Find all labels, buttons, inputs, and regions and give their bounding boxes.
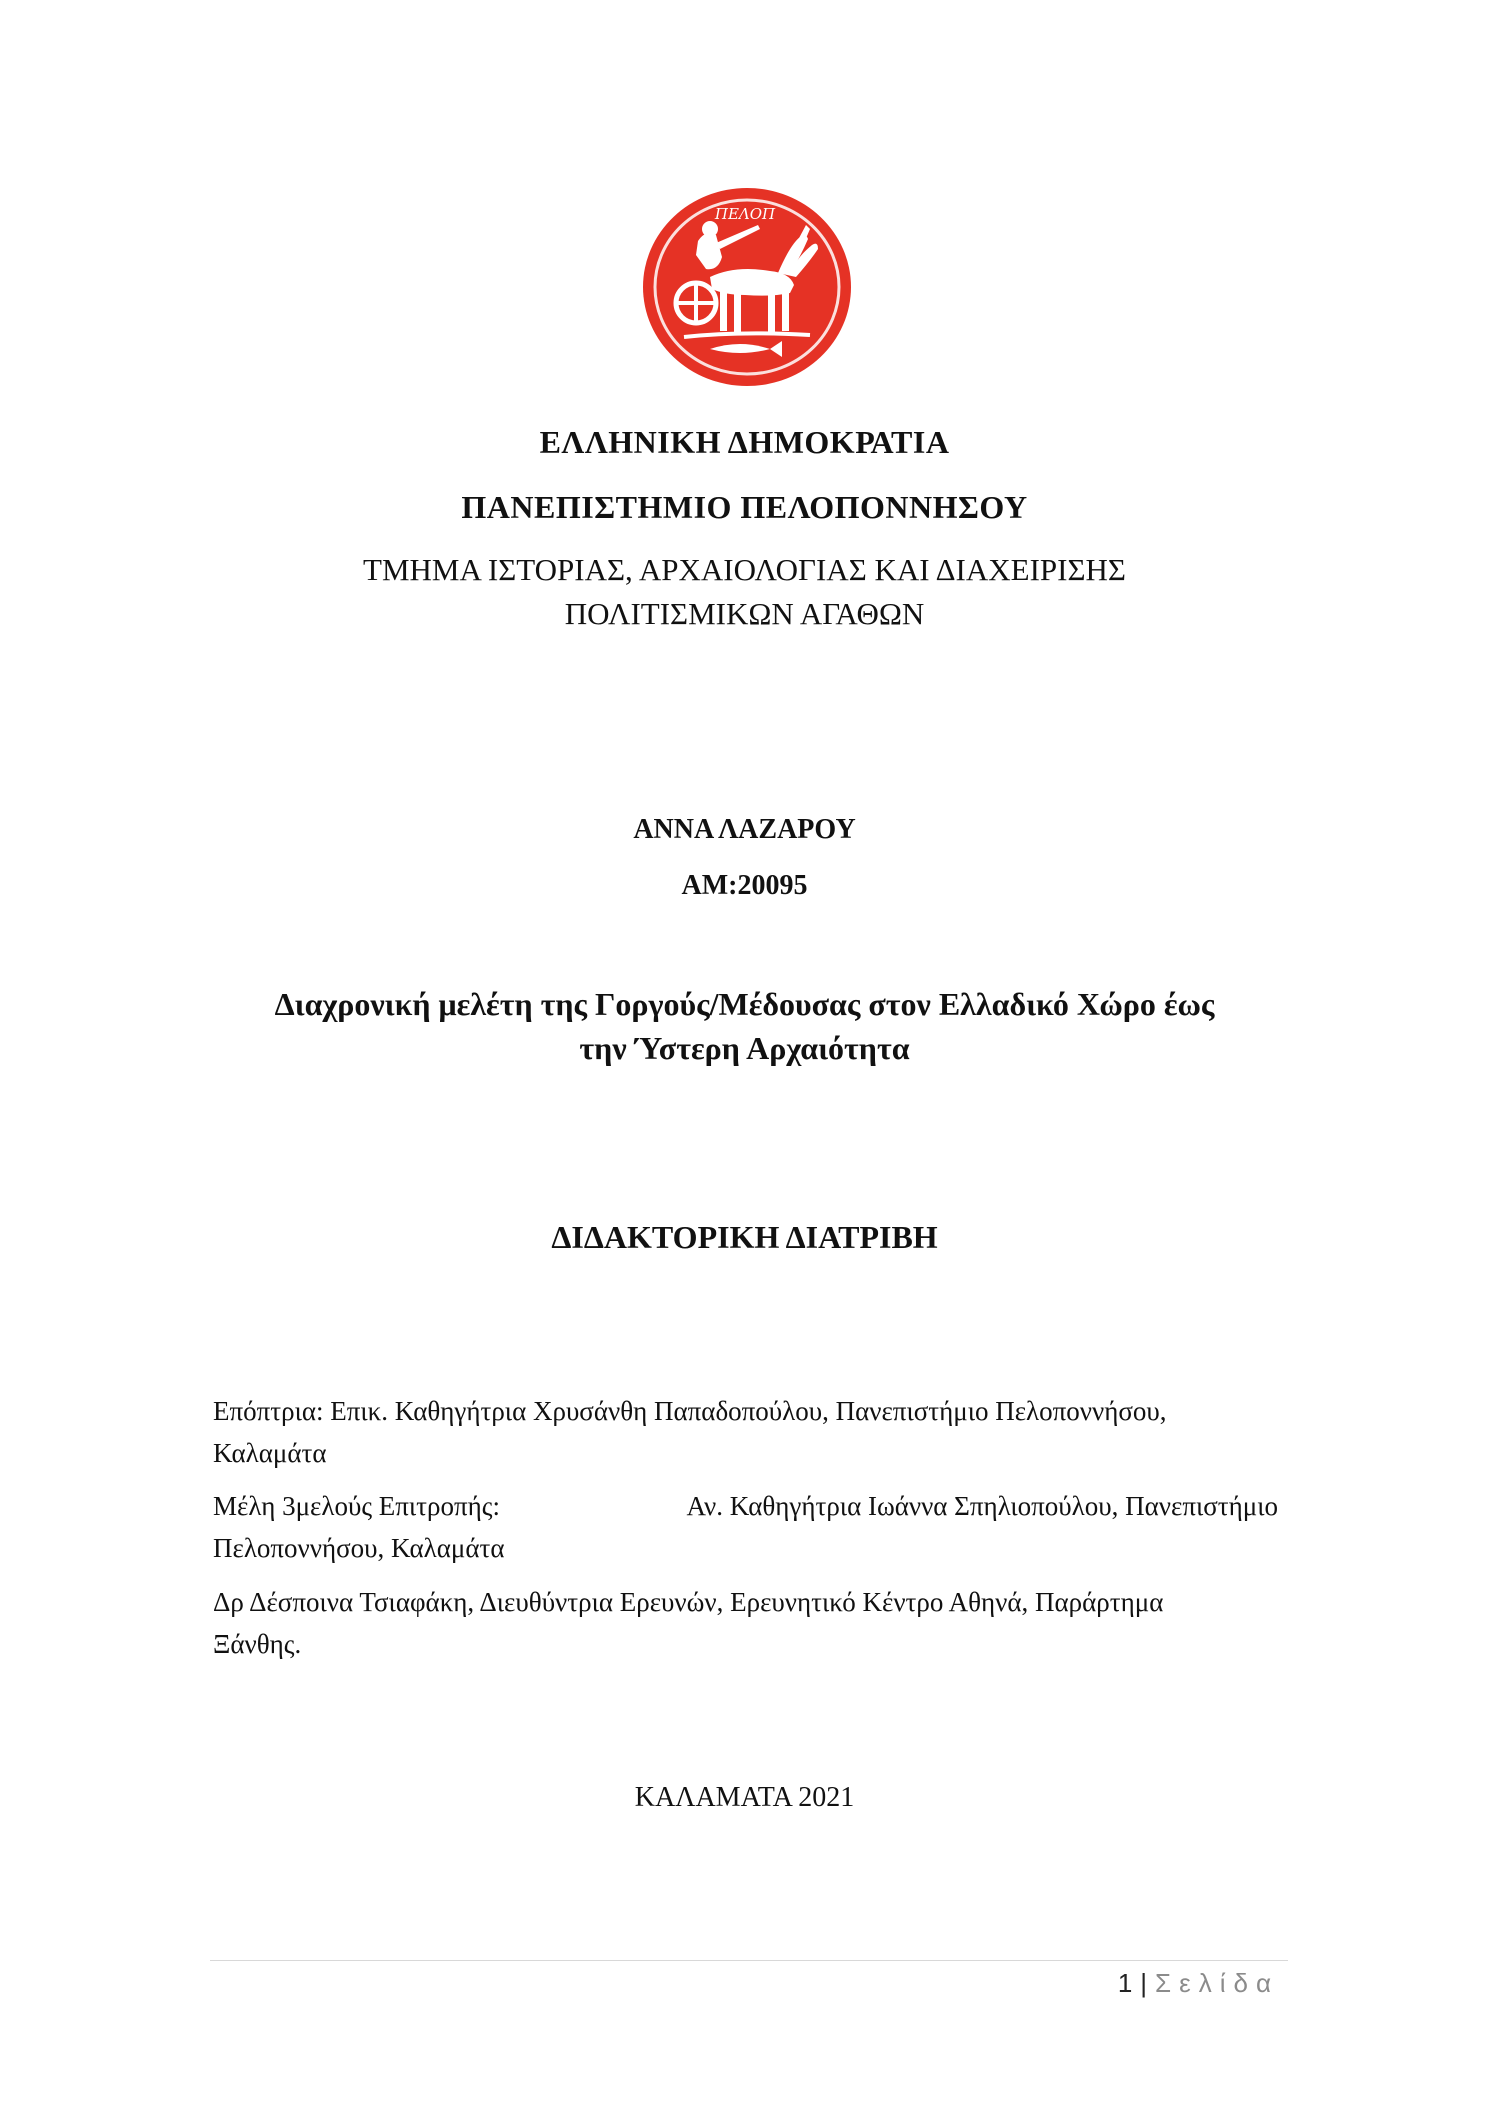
thesis-title-line-1: Διαχρονική μελέτη της Γοργούς/Μέδουσας στον Ελλαδικό Χώρο έως <box>274 986 1215 1022</box>
committee-members-line-1 <box>213 1485 1278 1527</box>
page-footer <box>1118 1968 1279 1999</box>
student-id: ΑΜ:20095 <box>681 870 808 901</box>
university-heading: ΠΑΝΕΠΙΣΤΗΜΙΟ ΠΕΛΟΠΟΝΝΗΣΟΥ <box>461 489 1028 525</box>
republic-heading: ΕΛΛΗΝΙΚΗ ΔΗΜΟΚΡΑΤΙΑ <box>539 424 950 460</box>
page-label: Σελίδα <box>1155 1968 1279 1998</box>
thesis-title-line-2: την Ύστερη Αρχαιότητα <box>579 1030 910 1066</box>
page-number: 1 <box>1117 1968 1133 1998</box>
department-line-2: ΠΟΛΙΤΙΣΜΙΚΩΝ ΑΓΑΘΩΝ <box>564 596 925 631</box>
member-2-line-1: Δρ Δέσποινα Τσιαφάκη, Διευθύντρια Ερευνών, Ερευνητικό Κέντρο Αθηνά, Παράρτημα <box>213 1587 1164 1617</box>
thesis-title <box>0 982 1489 1070</box>
footer-separator: | <box>1140 1968 1148 1998</box>
footer-divider <box>210 1960 1288 1961</box>
committee-members-paragraph <box>213 1485 1278 1569</box>
department-heading <box>0 548 1489 636</box>
committee-members-label: Μέλη 3μελούς Επιτροπής: <box>213 1491 500 1521</box>
supervisor-paragraph <box>213 1390 1278 1474</box>
university-seal-logo <box>640 185 855 390</box>
svg-text:ΠΕΛΟΠ: ΠΕΛΟΠ <box>714 205 776 223</box>
author-name: ΑΝΝΑ ΛΑΖΑΡΟΥ <box>633 814 856 845</box>
member-2-paragraph <box>213 1581 1278 1665</box>
department-line-1: ΤΜΗΜΑ ΙΣΤΟΡΙΑΣ, ΑΡΧΑΙΟΛΟΓΙΑΣ ΚΑΙ ΔΙΑΧΕΙΡΙΣΗΣ <box>363 552 1126 587</box>
dissertation-type: ΔΙΔΑΚΤΟΡΙΚΗ ΔΙΑΤΡΙΒΗ <box>551 1219 938 1255</box>
supervisor-line-2: Καλαμάτα <box>213 1438 327 1468</box>
member-1-line-2: Πελοποννήσου, Καλαμάτα <box>213 1533 505 1563</box>
supervisor-line-1: Επόπτρια: Επικ. Καθηγήτρια Χρυσάνθη Παπαδοπούλου, Πανεπιστήμιο Πελοποννήσου, <box>213 1396 1167 1426</box>
member-1-line-1: Αν. Καθηγήτρια Ιωάννα Σπηλιοπούλου, Πανεπιστήμιο <box>686 1491 1278 1521</box>
member-2-line-2: Ξάνθης. <box>213 1629 302 1659</box>
place-year: ΚΑΛΑΜΑΤΑ 2021 <box>634 1782 855 1813</box>
